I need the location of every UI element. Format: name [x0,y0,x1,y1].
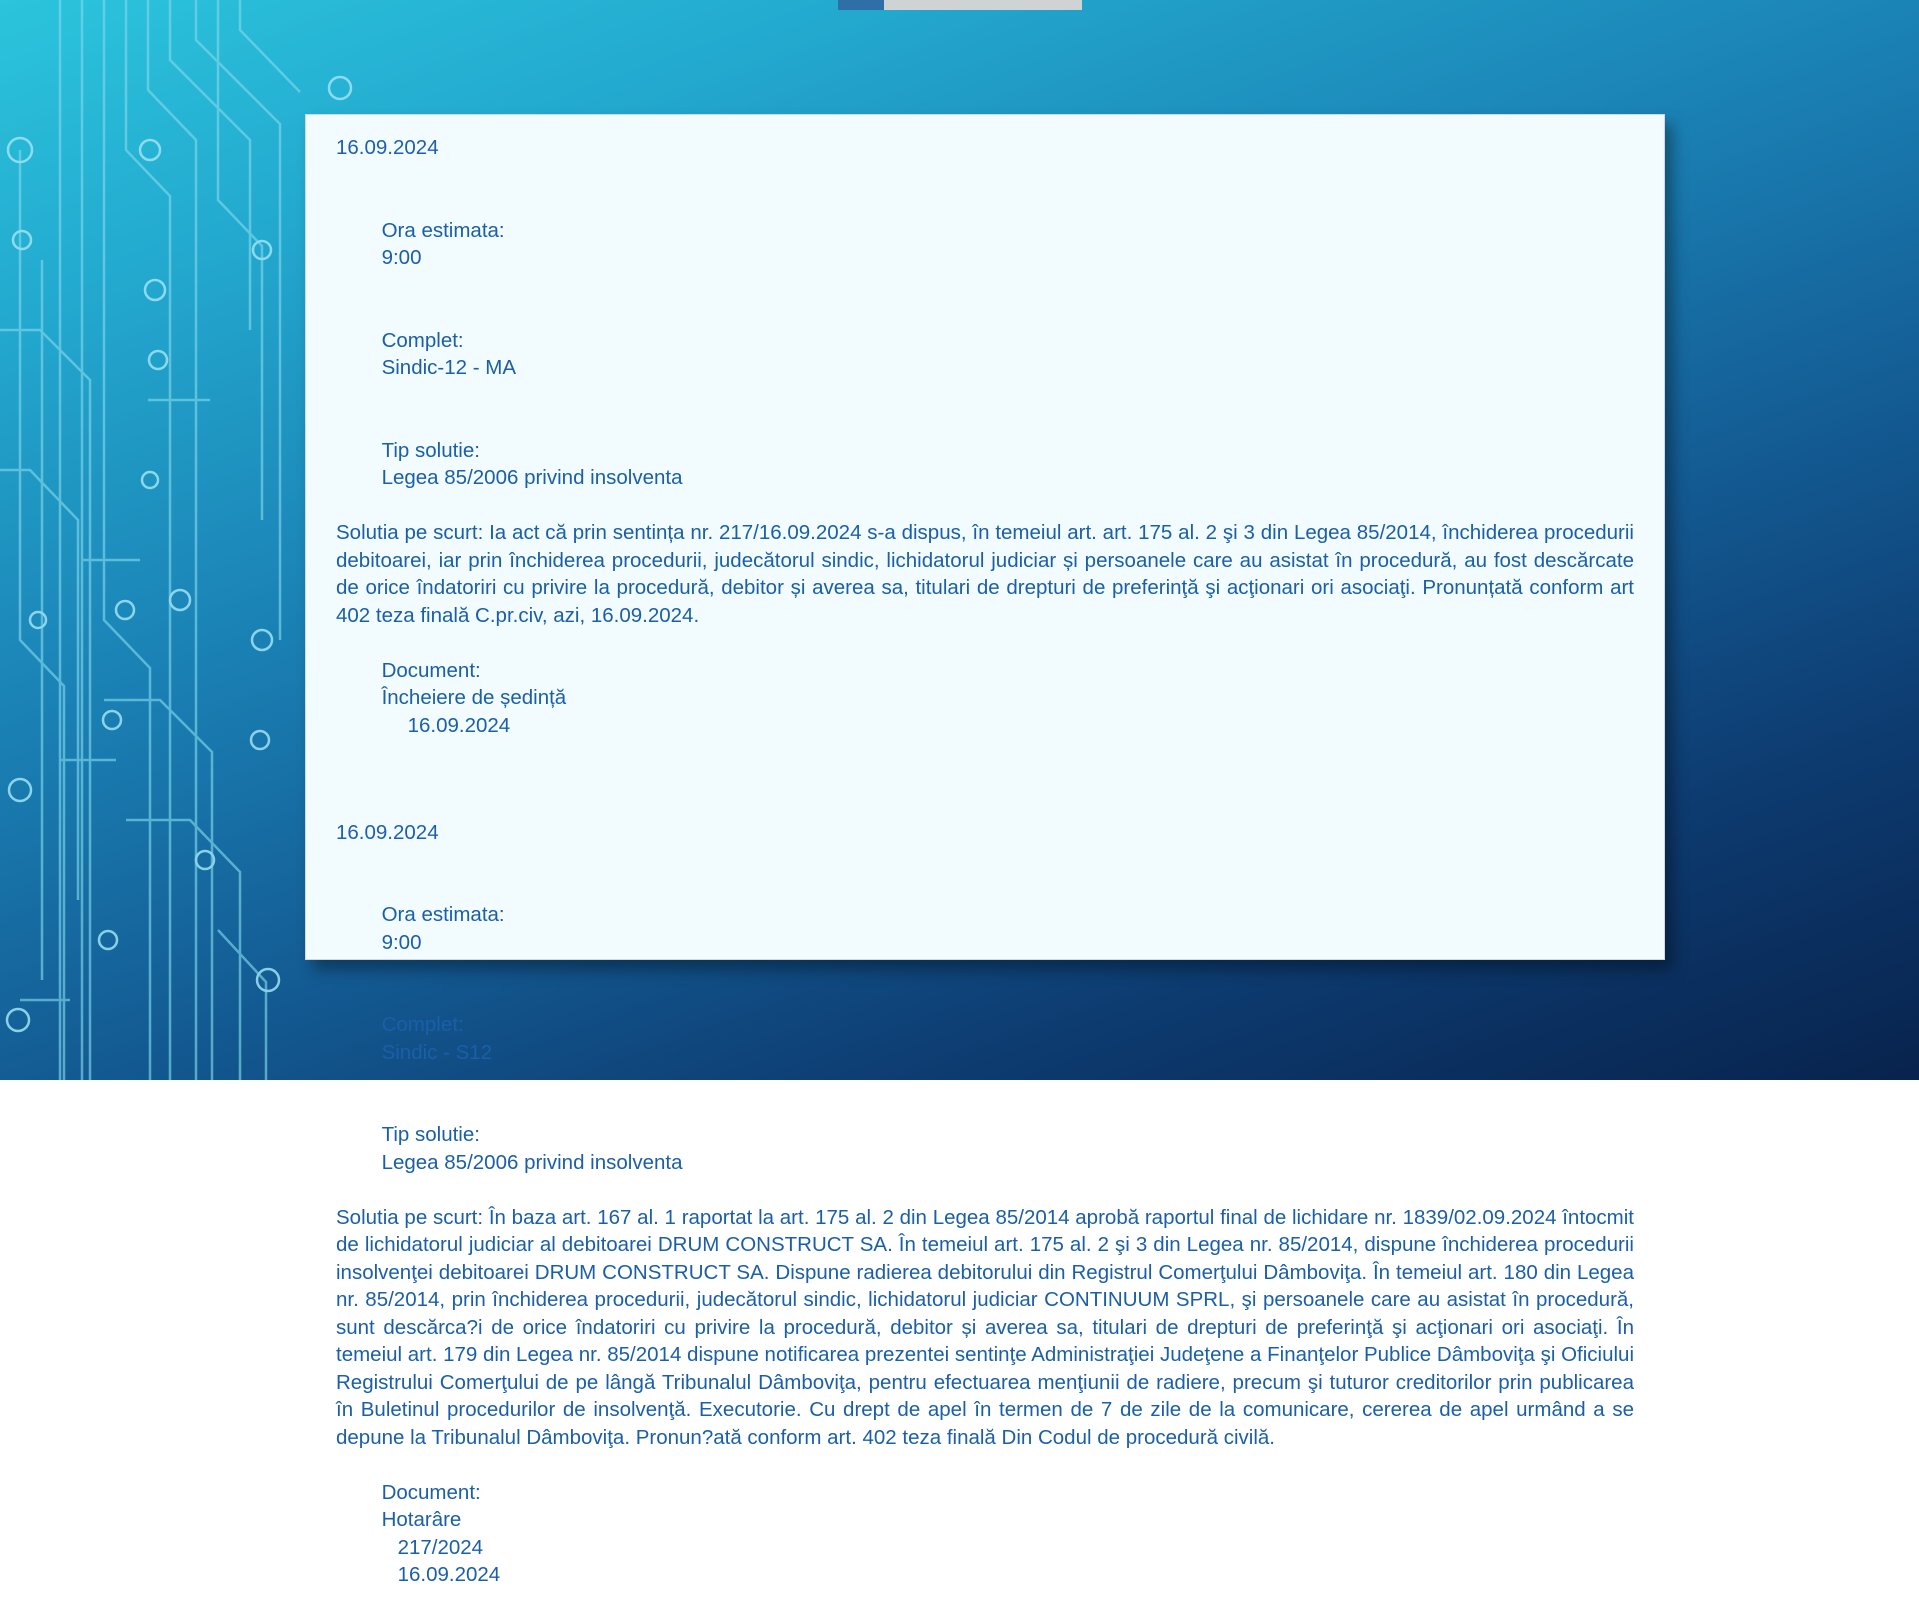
entry-document-date: 16.09.2024 [408,714,511,737]
entry-field-value: Legea 85/2006 privind insolventa [382,466,683,489]
top-edge-artifact [838,0,1082,10]
entry-field-tip-solutie [336,409,1634,519]
entry-field-label: Complet: [382,1013,464,1036]
entry-summary-text: În baza art. 167 al. 1 raportat la art. 175 al. 2 din Legea 85/2014 aprobă raportul final de lichidare nr. 1839/02.09.2024 întocmit de lichidatorul judiciar al debitoarei DRUM CONSTRUCT SA. În temeiul art. 175 al. 2 şi 3 din Legea nr. 85/2014, dispune închiderea procedurii insolvenţei debitoarei DRUM CONSTRUCT SA. Dispune radierea debitorului din Registrul Comerţului Dâmboviţa. În temeiul art. 180 din Legea nr. 85/2014, prin închiderea procedurii, judecătorul sindic, lichidatorul judiciar CONTINUUM SPRL, şi persoanele care au asistat în procedură, sunt descărca?i de orice îndatoriri cu privire la procedură, debitor și averea sa, titulari de drepturi de preferinţă şi acţionari ori asociaţi. În temeiul art. 179 din Legea nr. 85/2014 dispune notificarea prezentei sentinţe Administraţiei Judeţene a Finanţelor Publice Dâmboviţa şi Oficiului Registrului Comerţului de pe lângă Tribunalul Dâmboviţa, pentru efectuarea menţiunii de radiere, precum şi tuturor creditorilor prin publicarea în Buletinul procedurilor de insolvenţă. Executorie. Cu drept de apel în termen de 7 de zile de la comunicare, cererea de apel urmând a se depune la Tribunalul Dâmboviţa. Pronun?ată conform art. 402 teza finală Din Codul de procedură civilă. [336,1206,1634,1449]
entry-document-label: Document: [382,1481,481,1504]
document-entry [336,818,1634,1616]
entry-field-complet [336,299,1634,409]
entry-date: 16.09.2024 [336,133,1634,163]
entry-field-complet [336,984,1634,1094]
entry-summary-text: Ia act că prin sentința nr. 217/16.09.2024 s-a dispus, în temeiul art. art. 175 al. 2 şi 3 din Legea 85/2014, închiderea procedurii debitoarei, iar prin închiderea procedurii, judecătorul sindic, lichidatorul judiciar și persoanele care au asistat în procedură, au fost descărcate de orice îndatoriri cu privire la procedură, debitor și averea sa, titulari de drepturi de preferinţă şi acţionari ori asociaţi. Pronunțată conform art 402 teza finală C.pr.civ, azi, 16.09.2024. [336,521,1634,627]
entry-field-value: Sindic - S12 [382,1041,493,1064]
document-card [305,114,1665,960]
entry-field-label: Ora estimata: [382,219,505,242]
entry-separator [336,771,1634,818]
top-edge-artifact-segment [838,0,884,10]
entry-document-type: Hotarâre [382,1508,462,1531]
entry-field-tip-solutie [336,1094,1634,1204]
entry-date: 16.09.2024 [336,818,1634,848]
entry-document-number: 217/2024 [398,1536,484,1559]
entry-field-ora [336,874,1634,984]
entry-field-value: Sindic-12 - MA [382,356,516,379]
entry-field-value: Legea 85/2006 privind insolventa [382,1151,683,1174]
entry-field-label: Tip solutie: [382,439,480,462]
entry-summary-label: Solutia pe scurt: [336,521,483,544]
entry-summary-label: Solutia pe scurt: [336,1206,483,1229]
entry-document-label: Document: [382,659,481,682]
entry-document-type: Încheiere de ședință [382,686,567,709]
entry-field-label: Ora estimata: [382,903,505,926]
entry-summary [336,519,1634,629]
entry-document-date: 16.09.2024 [398,1563,501,1586]
entry-document-line [336,629,1634,767]
entry-field-value: 9:00 [382,931,422,954]
entry-field-value: 9:00 [382,246,422,269]
entry-field-label: Complet: [382,329,464,352]
entry-field-ora [336,189,1634,299]
document-entry [336,133,1634,767]
entry-summary [336,1204,1634,1452]
entry-field-label: Tip solutie: [382,1123,480,1146]
entry-document-line [336,1451,1634,1616]
